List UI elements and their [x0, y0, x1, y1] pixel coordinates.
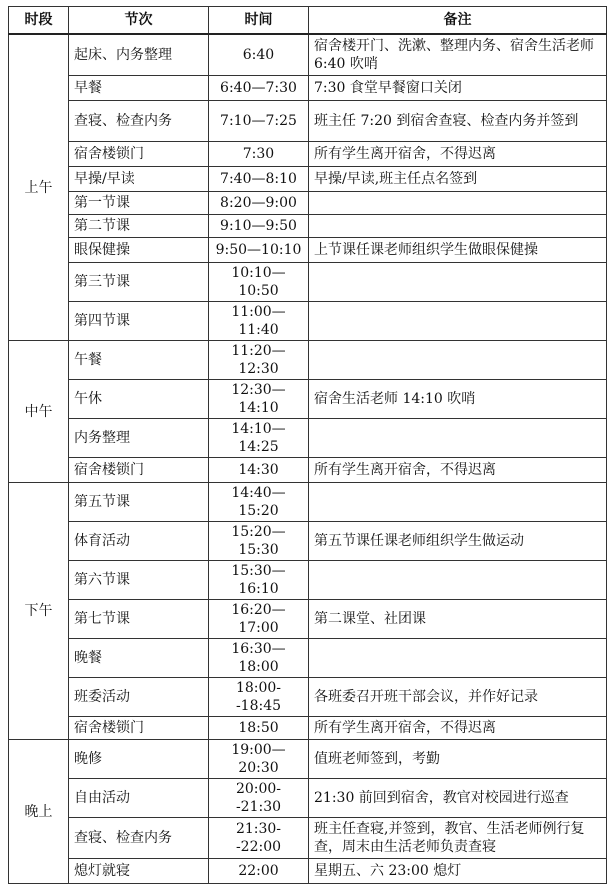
table-row	[9, 458, 607, 483]
item-cell: 午休	[69, 380, 209, 419]
table-row	[9, 859, 607, 884]
note-cell: 宿舍生活老师 14:10 吹哨	[309, 380, 607, 419]
header-item: 节次	[69, 7, 209, 35]
note-cell	[309, 302, 607, 341]
time-cell: 10:10—10:50	[209, 263, 309, 302]
item-cell: 内务整理	[69, 419, 209, 458]
table-row	[9, 600, 607, 639]
note-cell: 值班老师签到，考勤	[309, 740, 607, 779]
time-cell: 18:00--18:45	[209, 678, 309, 717]
time-cell: 14:10—14:25	[209, 419, 309, 458]
table-row	[9, 238, 607, 263]
table-row	[9, 215, 607, 238]
table-row	[9, 192, 607, 215]
note-cell	[309, 192, 607, 215]
item-cell: 早餐	[69, 76, 209, 101]
note-cell: 上节课任课老师组织学生做眼保健操	[309, 238, 607, 263]
item-cell: 宿舍楼锁门	[69, 142, 209, 167]
item-cell: 晚修	[69, 740, 209, 779]
time-cell: 15:30—16:10	[209, 561, 309, 600]
period-cell-noon: 中午	[9, 341, 69, 483]
note-cell: 宿舍楼开门、洗漱、整理内务、宿舍生活老师 6:40 吹哨	[309, 34, 607, 76]
header-note: 备注	[309, 7, 607, 35]
time-cell: 6:40—7:30	[209, 76, 309, 101]
note-cell: 第五节课任课老师组织学生做运动	[309, 522, 607, 561]
time-cell: 19:00—20:30	[209, 740, 309, 779]
note-cell	[309, 215, 607, 238]
table-row	[9, 419, 607, 458]
item-cell: 第七节课	[69, 600, 209, 639]
table-row	[9, 522, 607, 561]
note-cell	[309, 419, 607, 458]
item-cell: 第二节课	[69, 215, 209, 238]
time-cell: 22:00	[209, 859, 309, 884]
item-cell: 第三节课	[69, 263, 209, 302]
period-cell-evening: 晚上	[9, 740, 69, 884]
note-cell: 所有学生离开宿舍，不得迟离	[309, 717, 607, 740]
note-cell: 班主任 7:20 到宿舍查寝、检查内务并签到	[309, 101, 607, 142]
note-cell	[309, 561, 607, 600]
item-cell: 第四节课	[69, 302, 209, 341]
note-cell: 21:30 前回到宿舍，教官对校园进行巡查	[309, 779, 607, 818]
item-cell: 第五节课	[69, 483, 209, 522]
period-cell-morning: 上午	[9, 34, 69, 341]
item-cell: 查寝、检查内务	[69, 818, 209, 859]
item-cell: 午餐	[69, 341, 209, 380]
item-cell: 宿舍楼锁门	[69, 458, 209, 483]
note-cell	[309, 639, 607, 678]
table-row	[9, 678, 607, 717]
time-cell: 11:20—12:30	[209, 341, 309, 380]
time-cell: 20:00--21:30	[209, 779, 309, 818]
table-row	[9, 263, 607, 302]
item-cell: 体育活动	[69, 522, 209, 561]
note-cell: 7:30 食堂早餐窗口关闭	[309, 76, 607, 101]
item-cell: 第一节课	[69, 192, 209, 215]
time-cell: 14:30	[209, 458, 309, 483]
note-cell	[309, 483, 607, 522]
item-cell: 早操/早读	[69, 167, 209, 192]
table-row	[9, 341, 607, 380]
time-cell: 14:40—15:20	[209, 483, 309, 522]
note-cell	[309, 341, 607, 380]
note-cell: 各班委召开班干部会议，并作好记录	[309, 678, 607, 717]
table-row	[9, 561, 607, 600]
item-cell: 眼保健操	[69, 238, 209, 263]
table-row	[9, 779, 607, 818]
table-row	[9, 717, 607, 740]
header-row	[9, 7, 607, 35]
note-cell: 早操/早读,班主任点名签到	[309, 167, 607, 192]
time-cell: 16:30—18:00	[209, 639, 309, 678]
schedule-table	[8, 6, 607, 884]
table-row	[9, 380, 607, 419]
note-cell: 所有学生离开宿舍，不得迟离	[309, 142, 607, 167]
item-cell: 熄灯就寝	[69, 859, 209, 884]
table-row	[9, 142, 607, 167]
period-cell-afternoon: 下午	[9, 483, 69, 740]
table-row	[9, 302, 607, 341]
header-period: 时段	[9, 7, 69, 35]
item-cell: 查寝、检查内务	[69, 101, 209, 142]
note-cell: 所有学生离开宿舍，不得迟离	[309, 458, 607, 483]
time-cell: 9:10—9:50	[209, 215, 309, 238]
note-cell: 班主任查寝,并签到，教官、生活老师例行复查，周末由生活老师负责查寝	[309, 818, 607, 859]
table-row	[9, 740, 607, 779]
header-time: 时间	[209, 7, 309, 35]
item-cell: 起床、内务整理	[69, 34, 209, 76]
item-cell: 班委活动	[69, 678, 209, 717]
table-row	[9, 483, 607, 522]
table-row	[9, 34, 607, 76]
table-row	[9, 101, 607, 142]
item-cell: 自由活动	[69, 779, 209, 818]
time-cell: 21:30--22:00	[209, 818, 309, 859]
time-cell: 6:40	[209, 34, 309, 76]
note-cell: 星期五、六 23:00 熄灯	[309, 859, 607, 884]
time-cell: 12:30—14:10	[209, 380, 309, 419]
time-cell: 7:10—7:25	[209, 101, 309, 142]
table-row	[9, 818, 607, 859]
time-cell: 7:40—8:10	[209, 167, 309, 192]
table-row	[9, 76, 607, 101]
table-row	[9, 167, 607, 192]
item-cell: 晚餐	[69, 639, 209, 678]
time-cell: 7:30	[209, 142, 309, 167]
time-cell: 11:00—11:40	[209, 302, 309, 341]
table-row	[9, 639, 607, 678]
note-cell: 第二课堂、社团课	[309, 600, 607, 639]
time-cell: 9:50—10:10	[209, 238, 309, 263]
note-cell	[309, 263, 607, 302]
time-cell: 8:20—9:00	[209, 192, 309, 215]
item-cell: 第六节课	[69, 561, 209, 600]
item-cell: 宿舍楼锁门	[69, 717, 209, 740]
time-cell: 18:50	[209, 717, 309, 740]
time-cell: 15:20—15:30	[209, 522, 309, 561]
time-cell: 16:20—17:00	[209, 600, 309, 639]
